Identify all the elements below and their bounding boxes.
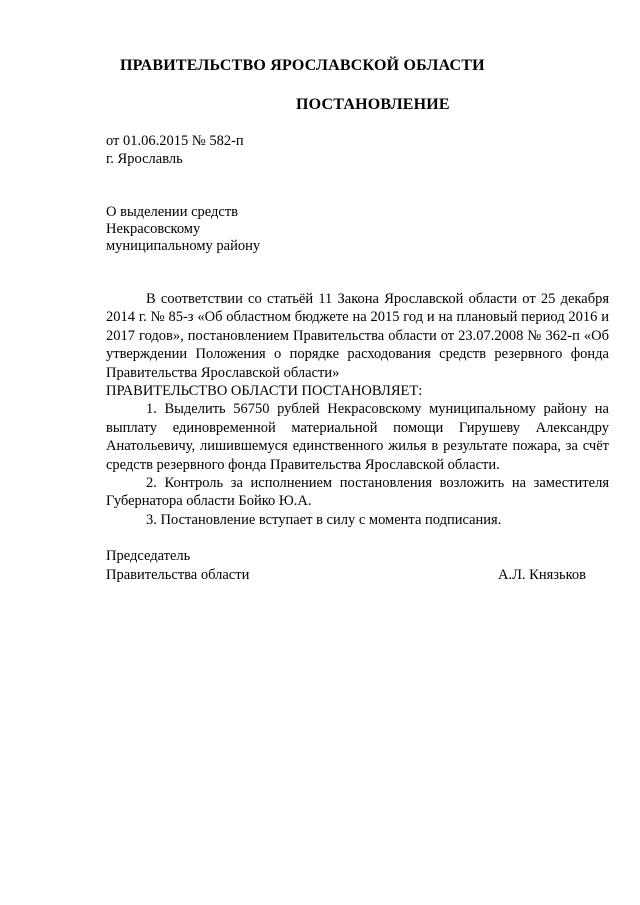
subject-line-1: О выделении средств <box>106 204 239 220</box>
signature-row <box>106 566 586 585</box>
subject-line-2: Некрасовскому <box>106 221 201 237</box>
document-type-heading: ПОСТАНОВЛЕНИЕ <box>296 96 450 113</box>
item-3-paragraph: 3. Постановление вступает в силу с момента подписания. <box>146 511 502 528</box>
resolves-line: ПРАВИТЕЛЬСТВО ОБЛАСТИ ПОСТАНОВЛЯЕТ: <box>106 383 423 400</box>
preamble-paragraph: В соответствии со статьёй 11 Закона Ярославской области от 25 декабря 2014 г. № 85-з «Об областном бюджете на 2015 год и на плановый период 2016 и 2017 годов», постановлением Правительства области от 23.07.2008 № 362-п «Об утверждении Положения о порядке расходования средств резервного фонда Правительства Ярославской области» <box>106 291 609 381</box>
signatory-name: А.Л. Князьков <box>497 567 586 583</box>
city: г. Ярославль <box>106 151 183 167</box>
subject-line-3: муниципальному району <box>106 238 261 254</box>
signature-block <box>106 547 586 585</box>
signatory-position-line-2: Правительства области <box>106 567 250 583</box>
item-2-paragraph: 2. Контроль за исполнением постановления возложить на заместителя Губернатора области Бойко Ю.А. <box>106 475 609 510</box>
signatory-position-line-1: Председатель <box>106 548 191 564</box>
date-number: от 01.06.2015 № 582-п <box>106 133 244 149</box>
organization-heading: ПРАВИТЕЛЬСТВО ЯРОСЛАВСКОЙ ОБЛАСТИ <box>120 57 485 74</box>
document-body <box>106 290 609 529</box>
item-1-paragraph: 1. Выделить 56750 рублей Некрасовскому муниципальному району на выплату единовременной материальной помощи Гирушеву Александру Анатольевичу, лишившемуся единственного жилья в результате пожара, за счёт средств резервного фонда Правительства Ярославской области. <box>106 401 609 473</box>
